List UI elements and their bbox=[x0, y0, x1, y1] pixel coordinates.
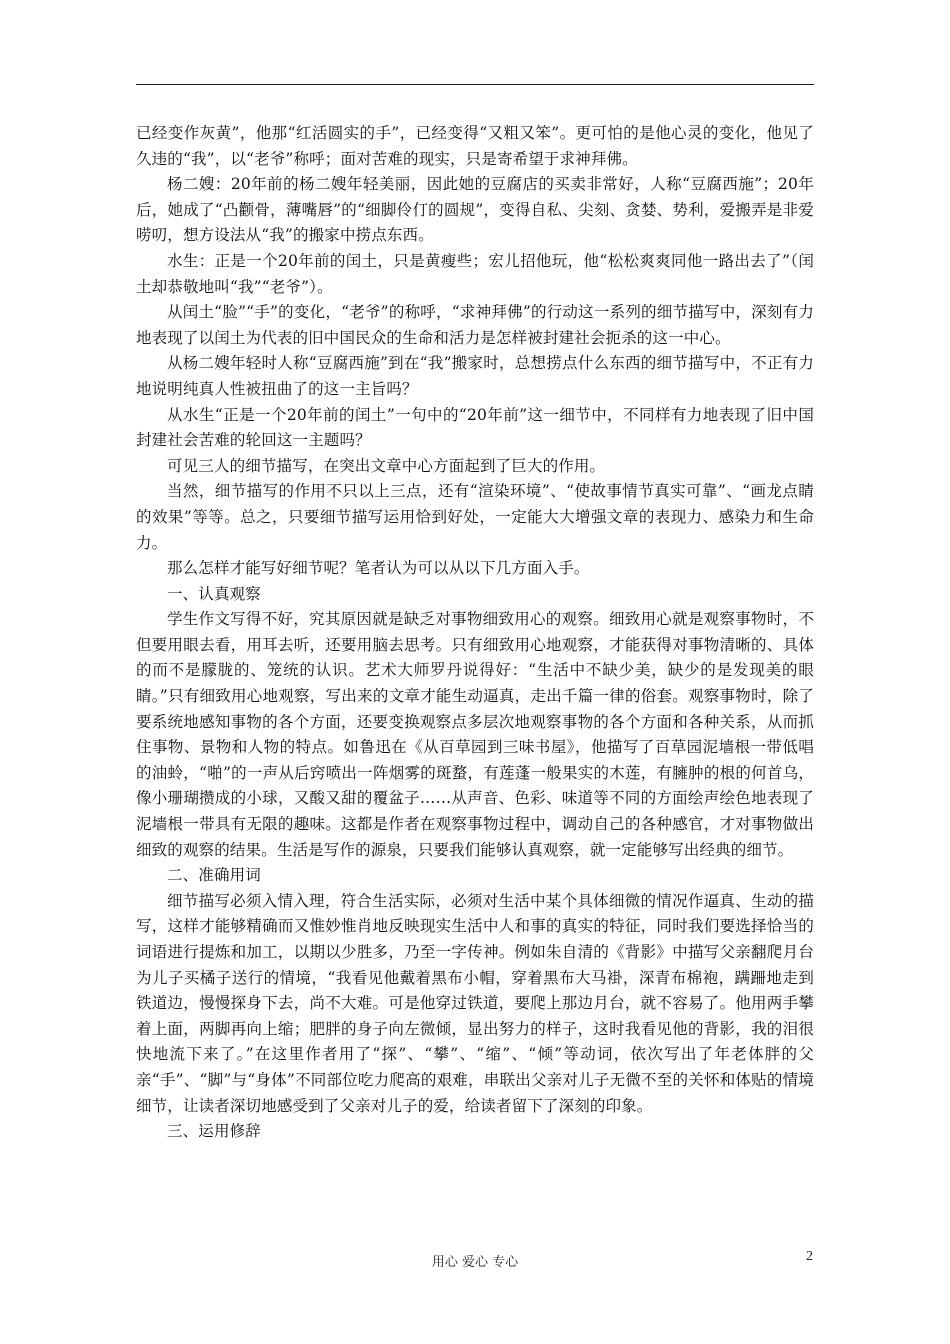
paragraph-yang-analysis: 从杨二嫂年轻时人称“豆腐西施”到在“我”搬家时，总想捞点什么东西的细节描写中，不正有力地说明纯真人性被扭曲了的这一主旨吗？ bbox=[136, 354, 814, 398]
paragraph-shuisheng: 水生：正是一个20年前的闰土，只是黄瘦些；宏儿招他玩，他“松松爽爽同他一路出去了”（闰土却恭敬地叫“我”“老爷”）。 bbox=[136, 251, 814, 296]
paragraph-conclusion: 可见三人的细节描写，在突出文章中心方面起到了巨大的作用。 bbox=[167, 456, 606, 475]
paragraph-shuisheng-analysis: 从水生“正是一个20年前的闰土”一句中的“20年前”这一细节中，不同样有力地表现了旧中国封建社会苦难的轮回这一主题吗？ bbox=[136, 405, 814, 450]
section-heading-rhetoric: 三、运用修辞 bbox=[167, 1122, 261, 1141]
page-number: 2 bbox=[806, 1249, 813, 1264]
section-heading-wording: 二、准确用词 bbox=[167, 866, 261, 885]
paragraph-other-effects: 当然，细节描写的作用不只以上三点，还有“渲染环境”、“使故事情节真实可靠”、“画龙点睛的效果”等等。总之，只要细节描写运用恰到好处，一定能大大增强文章的表现力、感染力和生命力。 bbox=[136, 482, 814, 552]
paragraph-runtu-analysis: 从闰土“脸”“手”的变化，“老爷”的称呼，“求神拜佛”的行动这一系列的细节描写中，深刻有力地表现了以闰土为代表的旧中国民众的生命和活力是怎样被封建社会扼杀的这一中心。 bbox=[136, 303, 814, 347]
paragraph-wording: 细节描写必须入情入理，符合生活实际，必须对生活中某个具体细微的情况作逼真、生动的描写，这样才能够精确而又惟妙惟肖地反映现实生活中人和事的真实的特征，同时我们要选择恰当的词语进行提炼和加工，以期以少胜多，乃至一字传神。例如朱自清的《背影》中描写父亲翻爬月台为儿子买橘子送行的情境，“我看见他戴着黑布小帽，穿着黑布大马褂，深青布棉袍，蹒跚地走到铁道边，慢慢探身下去，尚不大难。可是他穿过铁道，要爬上那边月台，就不容易了。他用两手攀着上面，两脚再向上缩；肥胖的身子向左微倾，显出努力的样子，这时我看见他的背影，我的泪很快地流下来了。”在这里作者用了“探”、“攀”、“缩”、“倾”等动词，依次写出了年老体胖的父亲“手”、“脚”与“身体”不同部位吃力爬高的艰难，串联出父亲对儿子无微不至的关怀和体贴的情境细节，让读者深切地感受到了父亲对儿子的爱，给读者留下了深刻的印象。 bbox=[136, 891, 814, 1115]
paragraph-how-to-write: 那么怎样才能写好细节呢？笔者认为可以从以下几方面入手。 bbox=[167, 559, 590, 578]
paragraph-yang-ersao: 杨二嫂：20年前的杨二嫂年轻美丽，因此她的豆腐店的买卖非常好，人称“豆腐西施”；20年后，她成了“凸颧骨，薄嘴唇”的“细脚伶仃的圆规”，变得自私、尖刻、贪婪、势利，爱搬弄是非爱唠叨，想方设法从“我”的搬家中捞点东西。 bbox=[136, 175, 814, 245]
document-body bbox=[136, 121, 814, 1145]
paragraph-runtu-continued: 已经变作灰黄”，他那“红活圆实的手”，已经变得“又粗又笨”。更可怕的是他心灵的变化，他见了久违的“我”，以“老爷”称呼；面对苦难的现实，只是寄希望于求神拜佛。 bbox=[136, 124, 814, 168]
header-rule bbox=[136, 84, 814, 85]
page-footer: 用心 爱心 专心 bbox=[431, 1255, 519, 1270]
section-heading-observe: 一、认真观察 bbox=[167, 584, 261, 603]
paragraph-observe: 学生作文写得不好，究其原因就是缺乏对事物细致用心的观察。细致用心就是观察事物时，不但要用眼去看，用耳去听，还要用脑去思考。只有细致用心地观察，才能获得对事物清晰的、具体的而不是朦胧的、笼统的认识。艺术大师罗丹说得好：“生活中不缺少美，缺少的是发现美的眼睛。”只有细致用心地观察，写出来的文章才能生动逼真，走出千篇一律的俗套。观察事物时，除了要系统地感知事物的各个方面，还要变换观察点多层次地观察事物的各个方面和各种关系，从而抓住事物、景物和人物的特点。如鲁迅在《从百草园到三味书屋》，他描写了百草园泥墙根一带低唱的油蛉，“啪”的一声从后窍喷出一阵烟雾的斑蝥，有莲蓬一般果实的木莲，有臃肿的根的何首乌，像小珊瑚攒成的小球，又酸又甜的覆盆子……从声音、色彩、味道等不同的方面绘声绘色地表现了泥墙根一带具有无限的趣味。这都是作者在观察事物过程中，调动自己的各种感官，才对事物做出细致的观察的结果。生活是写作的源泉，只要我们能够认真观察，就一定能够写出经典的细节。 bbox=[136, 610, 814, 859]
